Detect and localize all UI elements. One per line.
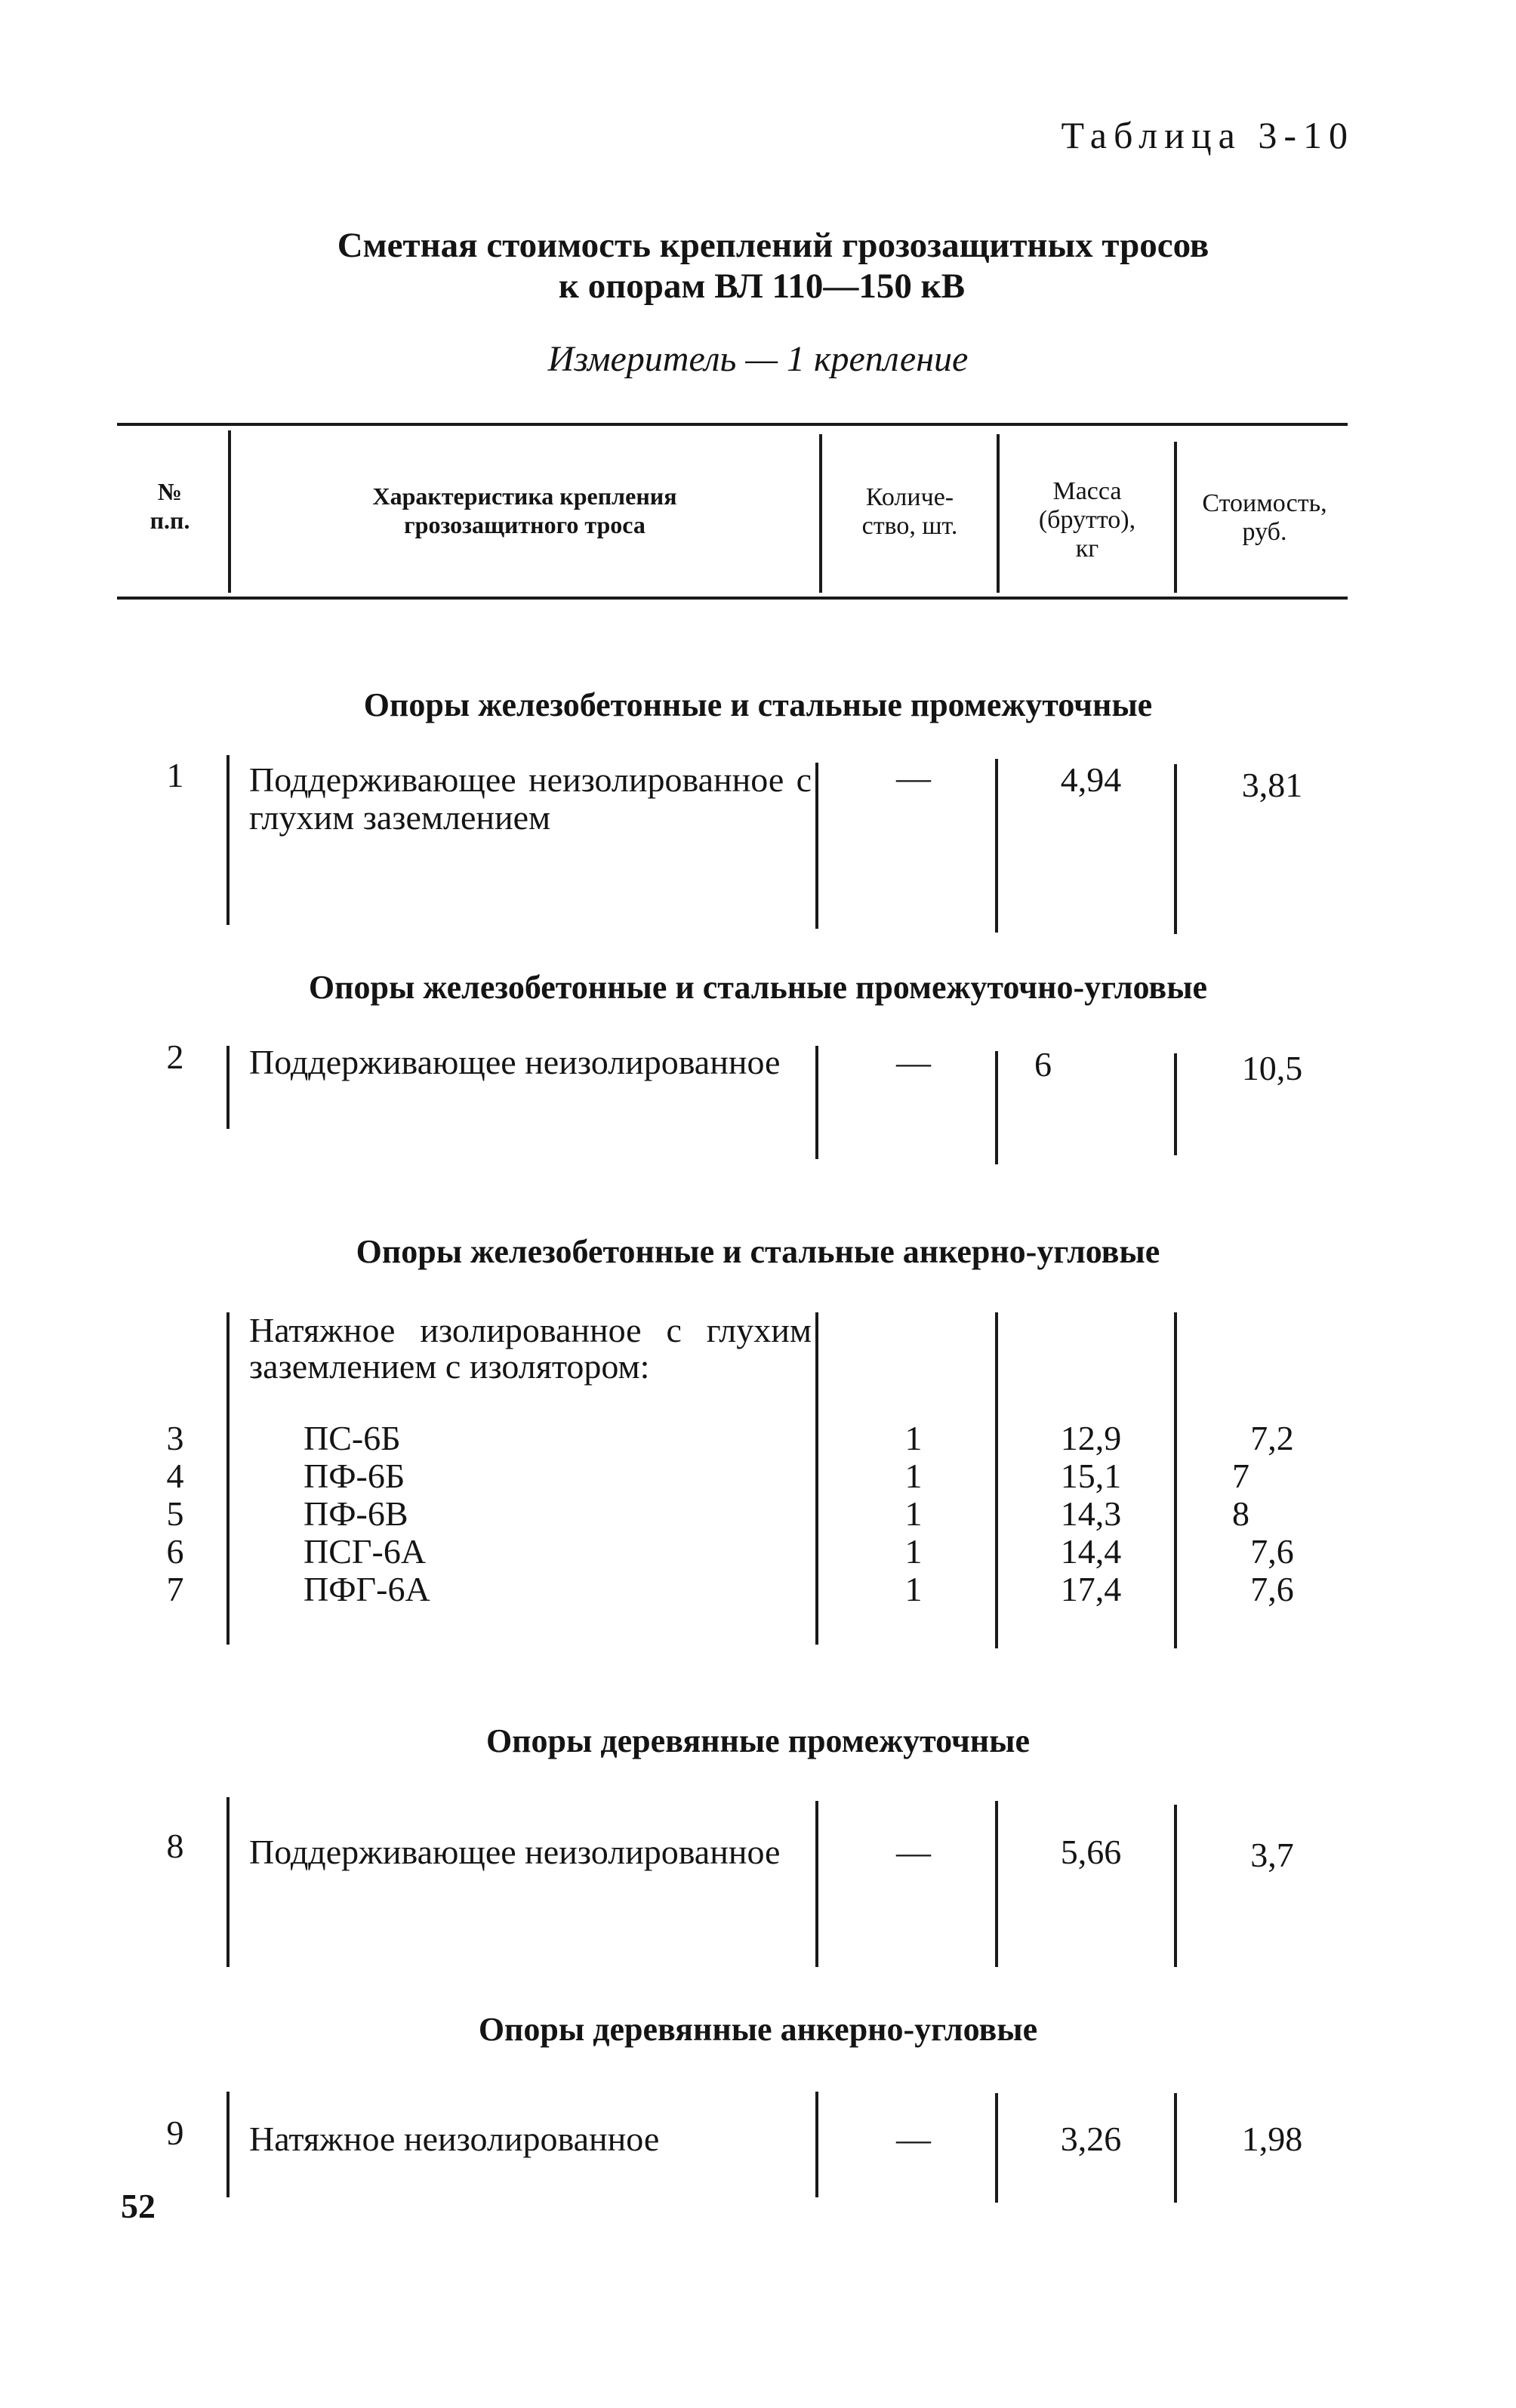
column-divider [815,1801,818,1967]
row-description: ПС-6Б [304,1419,401,1457]
column-divider [226,1046,230,1129]
section-title: Опоры железобетонные и стальные промежуточные [363,686,1153,723]
row-quantity: 1 [904,1457,923,1495]
row-description: Поддерживающее неизолированное [249,1043,781,1081]
row-quantity: — [896,1833,931,1871]
row-number: 2 [166,1038,184,1076]
row-mass: 14,4 [1060,1532,1122,1571]
row-description: Натяжное неизолированное [249,2120,660,2158]
row-cost: 3,81 [1241,766,1303,804]
column-divider [815,2092,818,2197]
column-divider [995,1051,998,1164]
column-divider [997,434,1000,593]
column-divider [1174,2093,1177,2203]
header-mass: Масса (брутто), кг [1038,477,1136,563]
row-mass: 15,1 [1060,1457,1122,1495]
row-number: 8 [166,1827,184,1865]
row-number: 3 [166,1419,184,1457]
row-number: 9 [166,2114,184,2152]
column-divider [1174,1053,1177,1155]
column-divider [226,1312,230,1645]
row-description: Поддерживающее неизолированное с глухим заземлением [249,760,812,837]
column-divider [995,1312,998,1648]
section-title: Опоры деревянные промежуточные [485,1722,1031,1759]
row-mass: 12,9 [1060,1419,1122,1457]
row-quantity: — [896,2120,931,2158]
column-divider [226,755,230,925]
header-bottom-rule [117,597,1348,600]
column-divider [226,2092,230,2197]
row-number: 4 [166,1457,184,1495]
row-quantity: 1 [904,1532,923,1571]
column-divider [995,759,998,933]
row-mass: 4,94 [1060,760,1122,799]
row-quantity: — [896,1043,931,1081]
page-number: 52 [121,2187,156,2225]
row-description: Поддерживающее неизолированное [249,1833,781,1871]
row-mass: 6 [1034,1045,1052,1084]
row-cost: 8 [1232,1494,1249,1533]
row-mass: 5,66 [1060,1833,1122,1871]
row-cost: 10,5 [1241,1049,1303,1087]
group-intro: Натяжное изолированное с глухим заземлением с изолятором: [249,1311,812,1386]
header-num: № п.п. [149,478,190,534]
row-cost: 7,6 [1250,1570,1294,1608]
column-divider [995,2093,998,2203]
row-mass: 14,3 [1060,1494,1122,1533]
row-quantity: 1 [904,1570,923,1608]
column-divider [819,434,822,593]
column-divider [1174,1312,1177,1648]
header-description: Характеристика крепления грозозащитного троса [372,483,677,538]
table-title-line1: Сметная стоимость креплений грозозащитных тросов [337,226,1209,265]
row-quantity: 1 [904,1419,923,1457]
column-divider [1174,1805,1177,1967]
column-divider [815,1046,818,1159]
row-description: ПФ-6В [304,1494,408,1533]
column-divider [226,1797,230,1967]
section-title: Опоры железобетонные и стальные промежуточно-угловые [308,969,1208,1006]
column-divider [815,763,818,929]
row-number: 1 [166,756,184,794]
row-cost: 1,98 [1241,2120,1303,2158]
table-label: Таблица 3-10 [1061,114,1354,156]
row-number: 5 [166,1494,184,1533]
row-cost: 3,7 [1250,1836,1294,1874]
row-description: ПСГ-6А [304,1532,427,1571]
row-description: ПФГ-6А [304,1570,430,1608]
header-cost: Стоимость, руб. [1202,489,1327,546]
section-title: Опоры железобетонные и стальные анкерно-угловые [356,1233,1160,1270]
header-quantity: Количе- ство, шт. [861,483,958,540]
row-number: 6 [166,1532,184,1571]
column-divider [1174,442,1177,593]
table-title-line2: к опорам ВЛ 110—150 кВ [558,267,966,306]
column-divider [1174,764,1177,934]
row-cost: 7,2 [1250,1419,1294,1457]
column-divider [995,1801,998,1967]
row-description: ПФ-6Б [304,1457,405,1495]
row-number: 7 [166,1570,184,1608]
row-cost: 7 [1232,1457,1249,1495]
row-quantity: 1 [904,1494,923,1533]
section-title: Опоры деревянные анкерно-угловые [478,2011,1038,2048]
column-divider [228,430,231,593]
row-mass: 17,4 [1060,1570,1122,1608]
row-mass: 3,26 [1060,2120,1122,2158]
row-quantity: — [896,758,931,797]
header-top-rule [117,423,1348,426]
row-cost: 7,6 [1250,1532,1294,1571]
measure-unit: Измеритель — 1 крепление [547,339,969,379]
